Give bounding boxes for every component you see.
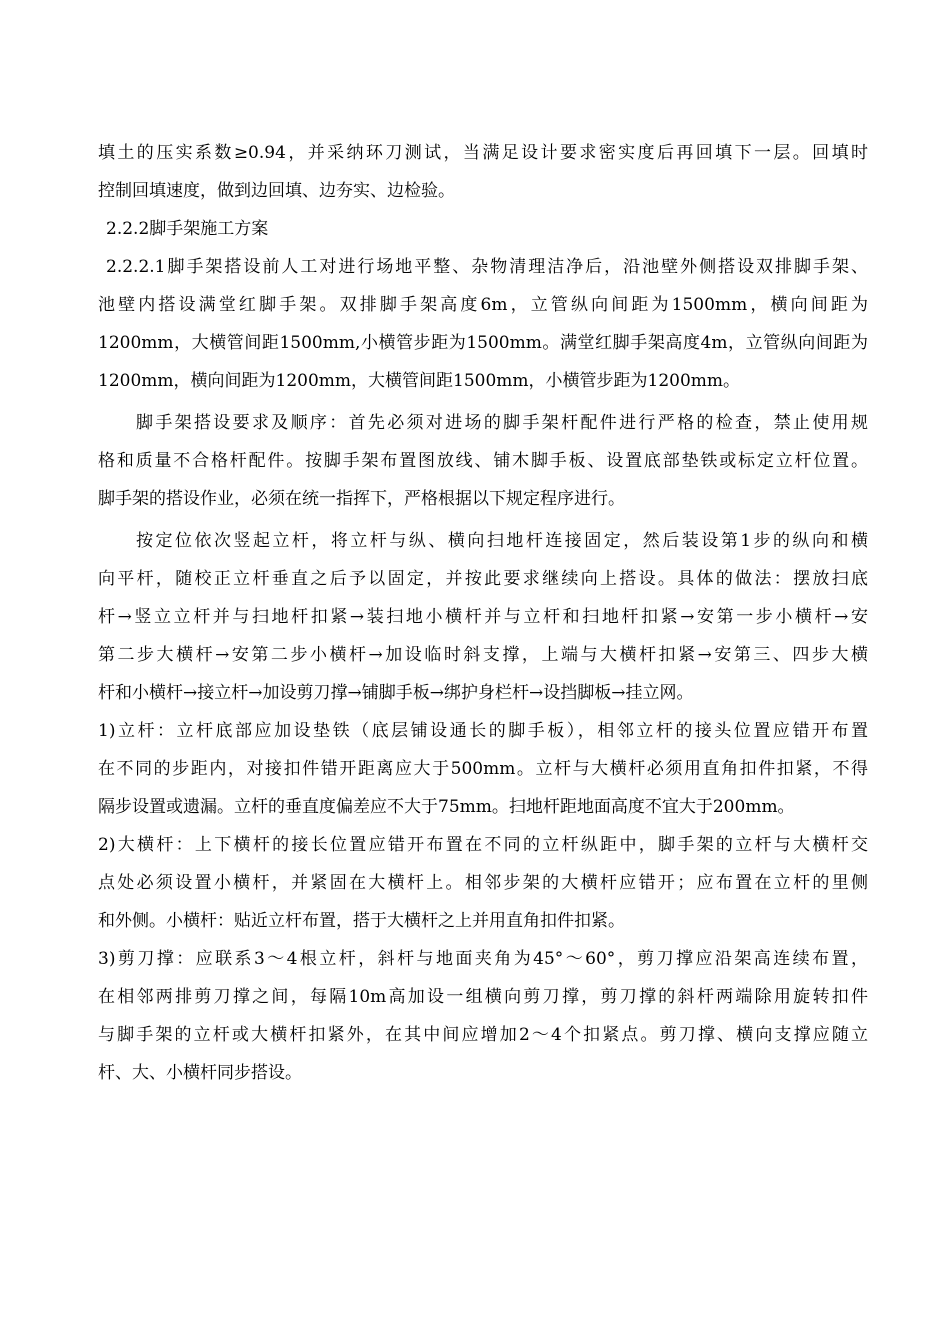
text-line: 杆→竖立立杆并与扫地杆扣紧→装扫地小横杆并与立杆和扫地杆扣紧→安第一步小横杆→安 [98,607,868,627]
text-line: 格和质量不合格杆配件。按脚手架布置图放线、铺木脚手板、设置底部垫铁或标定立杆位置。 [98,451,868,471]
text-line: 向平杆，随校正立杆垂直之后予以固定，并按此要求继续向上搭设。具体的做法：摆放扫底 [98,569,868,589]
text-line: 在相邻两排剪刀撑之间，每隔10m高加设一组横向剪刀撑，剪刀撑的斜杆两端除用旋转扣件 [98,987,868,1007]
text-line: 控制回填速度，做到边回填、边夯实、边检验。 [98,181,455,201]
text-line: 与脚手架的立杆或大横杆扣紧外，在其中间应增加2～4个扣紧点。剪刀撑、横向支撑应随立 [98,1025,868,1045]
paragraph-bracing [98,940,868,1092]
text-line: 杆、大、小横杆同步搭设。 [98,1063,302,1083]
paragraph-scaffold-setup [98,248,868,400]
text-line: 1200mm，横向间距为1200mm，大横管间距1500mm，小横管步距为1200mm。 [98,371,741,391]
text-line: 1200mm，大横管间距1500mm,小横管步距为1500mm。满堂红脚手架高度4m，立管纵向间距为 [98,333,868,353]
paragraph-sequence [98,522,868,712]
text-line: 点处必须设置小横杆，并紧固在大横杆上。相邻步架的大横杆应错开；应布置在立杆的里侧 [98,873,868,893]
text-line: 3)剪刀撑：应联系3～4根立杆，斜杆与地面夹角为45°～60°，剪刀撑应沿架高连续布置， [98,949,868,969]
text-line: 和外侧。小横杆：贴近立杆布置，搭于大横杆之上并用直角扣件扣紧。 [98,911,625,931]
text-line: 杆和小横杆→接立杆→加设剪刀撑→铺脚手板→绑护身栏杆→设挡脚板→挂立网。 [98,683,694,703]
text-line: 池壁内搭设满堂红脚手架。双排脚手架高度6m，立管纵向间距为1500mm，横向间距为 [98,295,868,315]
section-heading [98,210,868,248]
text-line: 脚手架的搭设作业，必须在统一指挥下，严格根据以下规定程序进行。 [98,489,625,509]
paragraph-backfill [98,134,868,210]
paragraph-ledgers [98,826,868,940]
paragraph-uprights [98,712,868,826]
heading-line: 2.2.2脚手架施工方案 [106,219,269,239]
text-line: 脚手架搭设要求及顺序：首先必须对进场的脚手架杆配件进行严格的检查，禁止使用规 [136,413,868,433]
document-page [98,134,868,1092]
text-line: 第二步大横杆→安第二步小横杆→加设临时斜支撑，上端与大横杆扣紧→安第三、四步大横 [98,645,868,665]
paragraph-requirements [98,404,868,518]
text-line: 2)大横杆：上下横杆的接长位置应错开布置在不同的立杆纵距中，脚手架的立杆与大横杆交 [98,835,868,855]
text-line: 按定位依次竖起立杆，将立杆与纵、横向扫地杆连接固定，然后装设第1步的纵向和横 [136,531,868,551]
text-line: 隔步设置或遗漏。立杆的垂直度偏差应不大于75mm。扫地杆距地面高度不宜大于200mm。 [98,797,795,817]
text-line: 在不同的步距内，对接扣件错开距离应大于500mm。立杆与大横杆必须用直角扣件扣紧，不得 [98,759,868,779]
text-line: 填土的压实系数≥0.94，并采纳环刀测试，当满足设计要求密实度后再回填下一层。回填时 [98,143,868,163]
text-line: 1)立杆：立杆底部应加设垫铁（底层铺设通长的脚手板），相邻立杆的接头位置应错开布置 [98,721,868,741]
text-line: 2.2.2.1脚手架搭设前人工对进行场地平整、杂物清理洁净后，沿池壁外侧搭设双排脚手架、 [106,257,868,277]
